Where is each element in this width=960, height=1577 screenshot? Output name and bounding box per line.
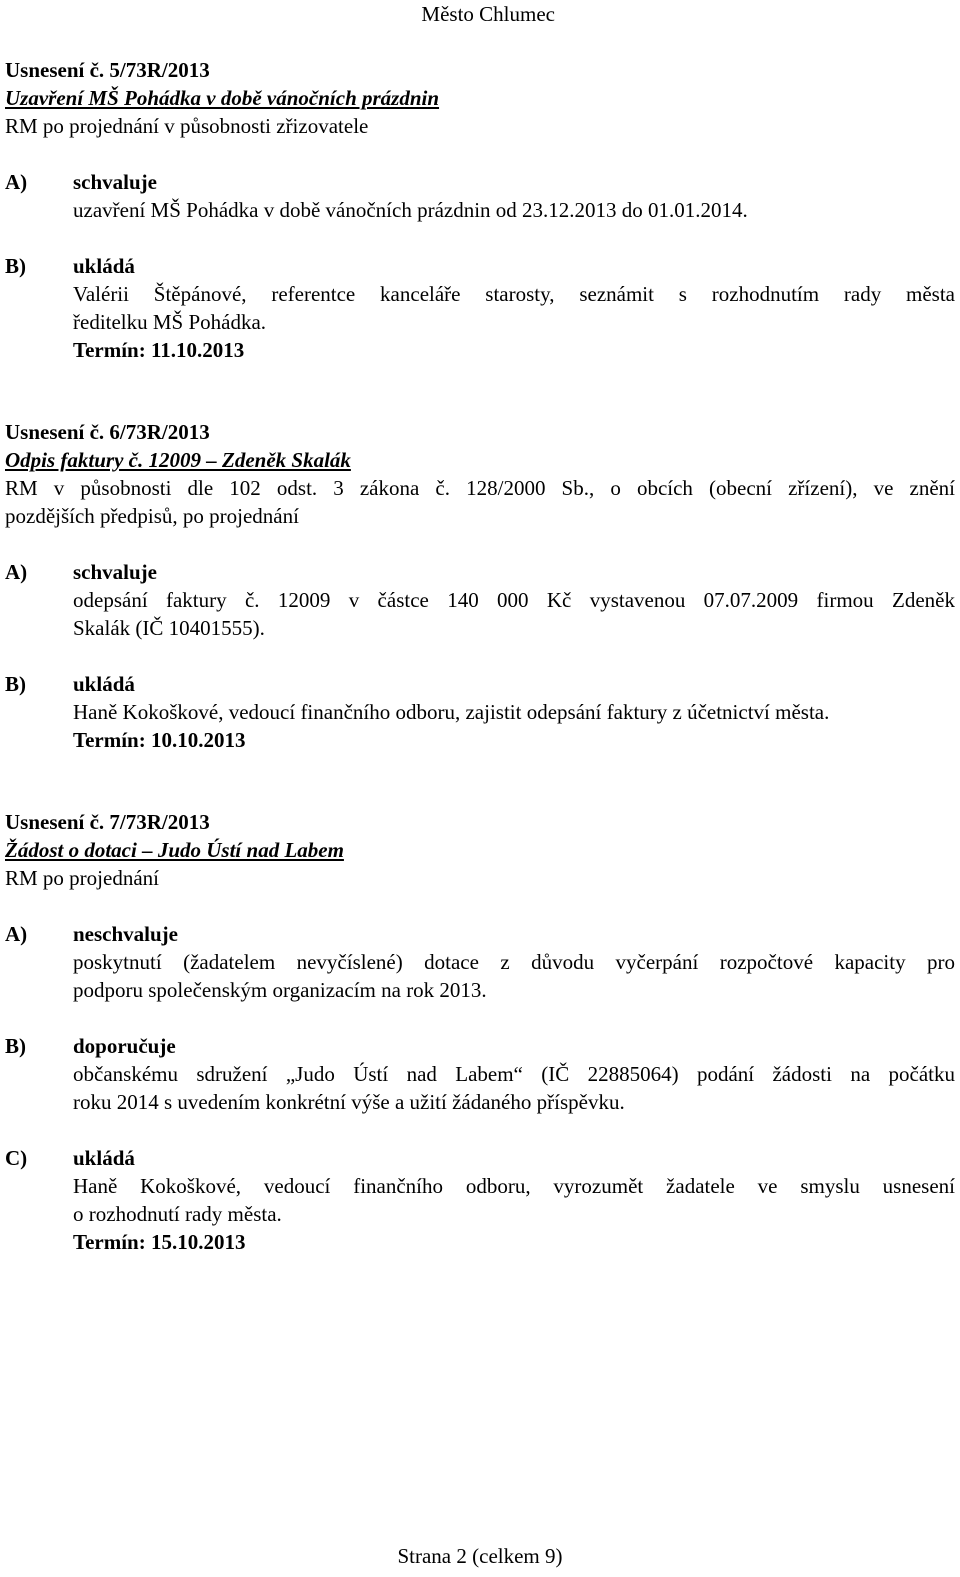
item-text: Valérii Štěpánové, referentce kanceláře starosty, seznámit s rozhodnutím rady města <box>73 282 955 306</box>
item-verb: schvaluje <box>73 170 157 194</box>
item-verb: ukládá <box>73 254 135 278</box>
item-text: Haně Kokoškové, vedoucí finančního odboru, zajistit odepsání faktury z účetnictví města. <box>73 700 830 724</box>
resolution-title: Uzavření MŠ Pohádka v době vánočních prázdnin <box>5 86 440 110</box>
deadline: Termín: 10.10.2013 <box>73 728 246 752</box>
item-text: Skalák (IČ 10401555). <box>73 616 265 640</box>
resolution-item-b <box>5 1032 955 1116</box>
resolution-title: Odpis faktury č. 12009 – Zdeněk Skalák <box>5 448 351 472</box>
resolution-intro: RM po projednání <box>5 866 159 890</box>
item-text: ředitelku MŠ Pohádka. <box>73 310 267 334</box>
city-header: Město Chlumec <box>421 2 555 26</box>
item-verb: ukládá <box>73 1146 135 1170</box>
resolution-intro: RM v působnosti dle 102 odst. 3 zákona č. 128/2000 Sb., o obcích (obecní zřízení), ve znění <box>5 476 955 500</box>
item-marker: A) <box>5 922 28 946</box>
item-text: o rozhodnutí rady města. <box>73 1202 282 1226</box>
resolution-6 <box>5 418 955 754</box>
item-text: poskytnutí (žadatelem nevyčíslené) dotace z důvodu vyčerpání rozpočtové kapacity pro <box>73 950 955 974</box>
item-text: roku 2014 s uvedením konkrétní výše a užití žádaného příspěvku. <box>73 1090 625 1114</box>
item-marker: C) <box>5 1146 28 1170</box>
resolution-item-a <box>5 168 955 224</box>
resolution-item-a <box>5 920 955 1004</box>
resolution-5 <box>5 56 955 364</box>
resolution-intro: pozdějších předpisů, po projednání <box>5 504 299 528</box>
item-verb: doporučuje <box>73 1034 176 1058</box>
item-text: podporu společenským organizacím na rok 2013. <box>73 978 487 1002</box>
resolution-item-b <box>5 670 955 754</box>
deadline: Termín: 15.10.2013 <box>73 1230 246 1254</box>
item-text: občanskému sdružení „Judo Ústí nad Labem“ (IČ 22885064) podání žádosti na počátku <box>73 1062 955 1086</box>
item-marker: B) <box>5 672 26 696</box>
resolution-7 <box>5 808 955 1256</box>
item-text: odepsání faktury č. 12009 v částce 140 000 Kč vystavenou 07.07.2009 firmou Zdeněk <box>73 588 955 612</box>
deadline: Termín: 11.10.2013 <box>73 338 245 362</box>
item-verb: neschvaluje <box>73 922 178 946</box>
item-marker: B) <box>5 1034 26 1058</box>
item-marker: A) <box>5 170 28 194</box>
resolution-number: Usnesení č. 7/73R/2013 <box>5 810 210 834</box>
item-text: uzavření MŠ Pohádka v době vánočních prázdnin od 23.12.2013 do 01.01.2014. <box>73 198 748 222</box>
resolution-intro: RM po projednání v působnosti zřizovatele <box>5 114 369 138</box>
item-marker: B) <box>5 254 26 278</box>
resolution-title: Žádost o dotaci – Judo Ústí nad Labem <box>5 838 344 862</box>
resolution-item-a <box>5 558 955 642</box>
resolution-number: Usnesení č. 6/73R/2013 <box>5 420 210 444</box>
page-footer: Strana 2 (celkem 9) <box>397 1544 563 1568</box>
item-text: Haně Kokoškové, vedoucí finančního odboru, vyrozumět žadatele ve smyslu usnesení <box>73 1174 955 1198</box>
item-verb: schvaluje <box>73 560 157 584</box>
resolution-number: Usnesení č. 5/73R/2013 <box>5 58 210 82</box>
item-verb: ukládá <box>73 672 135 696</box>
resolution-item-b <box>5 252 955 364</box>
item-marker: A) <box>5 560 28 584</box>
resolution-item-c <box>5 1144 955 1256</box>
